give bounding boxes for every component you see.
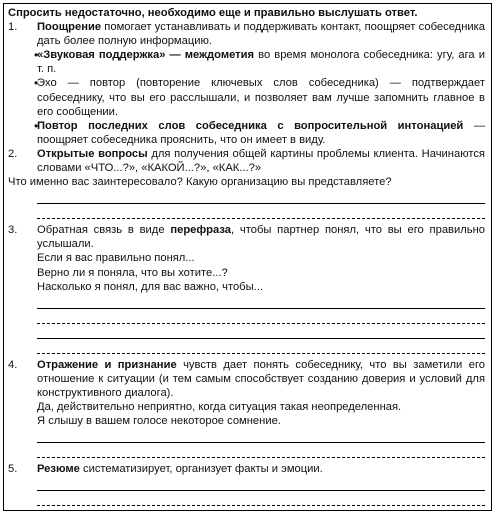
answer-line[interactable] <box>37 491 485 506</box>
list-item-3 <box>8 223 485 251</box>
item-text: помогает устанавливать и поддерживать контакт, поощряет собеседника дать более полную информацию. <box>37 21 485 48</box>
sub-item-text: во время монолога собеседника: угу, ага и т. п. <box>37 49 485 76</box>
page-heading: Спросить недостаточно, необходимо еще и правильно выслушать ответ. <box>8 7 418 19</box>
list-item-4 <box>8 358 485 400</box>
example-text: Я слышу в вашем голосе некоторое сомнение. <box>37 415 281 428</box>
list-item-1 <box>8 20 485 48</box>
list-item-2 <box>8 147 485 175</box>
sub-item-term: «Звуковая поддержка» — междометия <box>37 49 255 62</box>
sub-item-text: — поощряет собеседника прояснить, что он имеет в виду. <box>37 119 486 146</box>
sub-item <box>8 48 485 76</box>
example-text: Если я вас правильно понял... <box>37 252 195 265</box>
sub-item-text: Эхо — повтор (повторение ключевых слов собеседника) — подтверждает собеседнику, что вы его расслышали, и позволяет вам лучше запомнить главное в его сообщении. <box>37 77 485 118</box>
item-text: для получения общей картины проблемы клиента. Начинаются словами «ЧТО...?», «КАКОЙ...?», «КАК...?» <box>37 147 485 175</box>
example-text: Что именно вас заинтересовало? Какую организацию вы представляете? <box>8 176 392 189</box>
example-text: Верно ли я поняла, что вы хотите...? <box>37 266 228 279</box>
answer-line[interactable] <box>37 428 485 443</box>
item-number: 1. <box>8 21 18 34</box>
worksheet-page <box>3 3 492 511</box>
bullet-icon <box>8 76 37 118</box>
list-item-5 <box>8 462 485 476</box>
example-text: Насколько я понял, для вас важно, чтобы... <box>37 280 263 293</box>
item-text: чувств дает понять собеседнику, что вы заметили его отношение к ситуации (и тем самым способствует созданию доверия и условий для конструктивного диалога). <box>37 358 485 399</box>
example-text: Да, действительно неприятно, когда ситуация такая неопределенная. <box>37 400 402 413</box>
answer-line[interactable] <box>37 294 485 309</box>
item-number: 4. <box>8 358 18 371</box>
answer-line[interactable] <box>37 204 485 219</box>
bullet-icon <box>8 48 37 76</box>
answer-line[interactable] <box>37 443 485 458</box>
item-number: 2. <box>8 147 18 160</box>
item-number: 3. <box>8 224 18 237</box>
item-term: Отражение и признание <box>37 358 177 371</box>
item-term: Открытые вопросы <box>37 147 148 160</box>
item-text: , чтобы партнер понял, что вы его правильно услышали. <box>37 224 486 251</box>
item-text: систематизирует, организует факты и эмоции. <box>79 463 323 476</box>
item-text: Обратная связь в виде <box>37 224 171 237</box>
answer-line[interactable] <box>37 476 485 491</box>
answer-line[interactable] <box>37 324 485 339</box>
item-term: Резюме <box>37 463 80 476</box>
bullet-icon <box>8 119 37 147</box>
answer-line[interactable] <box>37 339 485 354</box>
sub-item <box>8 119 485 147</box>
sub-item-term: Повтор последних слов собеседника с вопросительной интонацией <box>37 119 464 132</box>
item-term: Поощрение <box>37 21 102 34</box>
sub-list <box>8 48 485 147</box>
sub-item <box>8 76 485 118</box>
item-term: перефраза <box>170 224 231 237</box>
answer-line[interactable] <box>37 309 485 324</box>
answer-line[interactable] <box>37 189 485 204</box>
item-number: 5. <box>8 463 18 476</box>
